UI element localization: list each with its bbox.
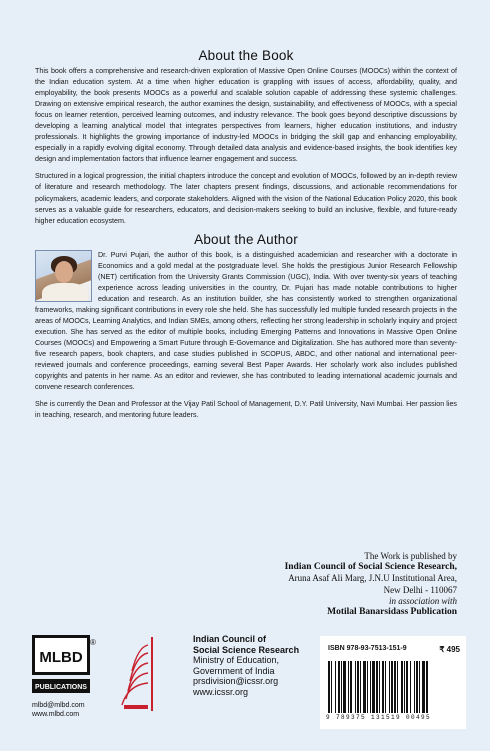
main-content (35, 48, 457, 421)
about-book-paragraph-1: This book offers a comprehensive and research-driven exploration of Massive Open Online Courses (MOOCs) within the context of the Indian education system. At a time when higher education is grappling with issues of access, affordability, quality, and employability, the book presents MOOCs as a powerful and scalable solution capable of addressing these systemic challenges. Drawing on extensive empirical research, the author examines the design, sustainability, and effectiveness of MOOCs, with a special focus on learner retention, perceived learning outcomes, and industry relevance. The book goes beyond descriptive discussions by developing a learning analytical model that integrates perspectives from learners, higher education institutions, and industry professionals. It highlights the growing importance of industry-led MOOCs in bridging the skill gap and enhancing employability, especially in a rapidly evolving digital economy. Through detailed data analysis and evidence-based insights, the book identifies key design and implementation factors that influence learner engagement and success. (35, 67, 457, 164)
author-block (35, 250, 457, 394)
isbn-label: ISBN 978-93-7513-151-9 (328, 645, 407, 652)
mlbd-logo-icon (32, 635, 97, 697)
about-author-heading: About the Author (194, 231, 298, 247)
publisher-line-4: New Delhi - 110067 (383, 584, 457, 595)
mlbd-logo-sub: PUBLICATIONS (35, 684, 87, 691)
publisher-line-6: Motilal Banarsidass Publication (327, 607, 457, 618)
icssr-name-1: Indian Council of (193, 634, 266, 644)
barcode-digits: 9 789375 131519 00495 (326, 714, 432, 721)
icssr-name-2: Social Science Research (193, 644, 300, 655)
icssr-info (193, 634, 299, 698)
publisher-line-5: in association with (388, 595, 457, 606)
icssr-email: prsdivision@icssr.org (193, 676, 279, 687)
author-photo (35, 250, 92, 302)
about-book-paragraph-2: Structured in a logical progression, the initial chapters introduce the concept and evolution of MOOCs, followed by an in-depth review of literature and research methodology. The later chapters present findings, discussions, and actionable recommendations for policymakers, academic leaders, and corporate stakeholders. Aligned with the vision of the National Education Policy 2020, this book serves as a valuable guide for researchers, educators, and decision-makers seeking to build an inclusive, flexible, and future-ready higher education ecosystem. (35, 172, 457, 225)
about-author-paragraph-1: Dr. Purvi Pujari, the author of this book, is a distinguished academician and researcher with a doctorate in Economics and a gold medal at the postgraduate level. She holds the prestigious Junior Research Fellowship (NET) certification from the University Grants Commission (UGC), India. With over twenty-six years of teaching experience across leading universities in the country, Dr. Pujari has made notable contributions to higher education and research. As an institution builder, she has consistently worked to strengthen organizational frameworks, making significant contributions in every role she held. She has successfully led multiple funded research projects in the areas of MOOCs, Learning Analytics, and Indian SMEs, among others, reflecting her strong leadership in scholarly inquiry and project execution. She has served as the editor of multiple books, including Emerging Patterns and Innovations in Massive Open Online Courses (MOOCs) and Empowering a Smart Future through E-Governance and Digitalization. She has authored more than seventy-five research papers, book chapters, and case studies published in SCOPUS, ABDC, and other national and international peer-reviewed journals and conference proceedings, earning several Best Paper Awards. Her scholarly work also includes published copyrights and patents in her name. As an editor and reviewer, she has contributed to leading international academic journals and convene research conferences. (35, 250, 457, 392)
mlbd-web: www.mlbd.com (32, 711, 80, 718)
barcode-icon (328, 661, 458, 713)
mlbd-contact (32, 701, 85, 719)
price-label: ₹ 495 (439, 645, 460, 654)
icssr-logo-icon (118, 635, 188, 713)
mlbd-email: mlbd@mlbd.com (32, 702, 85, 709)
icssr-government: Government of India (193, 665, 275, 676)
publisher-line-1: The Work is published by (364, 551, 457, 561)
mlbd-registered-mark: ® (90, 638, 96, 647)
icssr-ministry: Ministry of Education, (193, 655, 280, 666)
publisher-info (197, 551, 457, 618)
icssr-web: www.icssr.org (193, 686, 249, 697)
barcode-box (320, 636, 466, 729)
publisher-line-2: Indian Council of Social Science Research, (284, 562, 457, 573)
mlbd-logo-text: MLBD (39, 649, 83, 666)
about-book-heading: About the Book (198, 48, 294, 63)
publisher-line-3: Aruna Asaf Ali Marg, J.N.U Institutional Area, (288, 573, 457, 584)
footer (0, 628, 490, 751)
about-author-paragraph-2: She is currently the Dean and Professor at the Vijay Patil School of Management, D.Y. Patil University, Navi Mumbai. Her passion lies in teaching, research, and mentoring future leaders. (35, 400, 457, 420)
